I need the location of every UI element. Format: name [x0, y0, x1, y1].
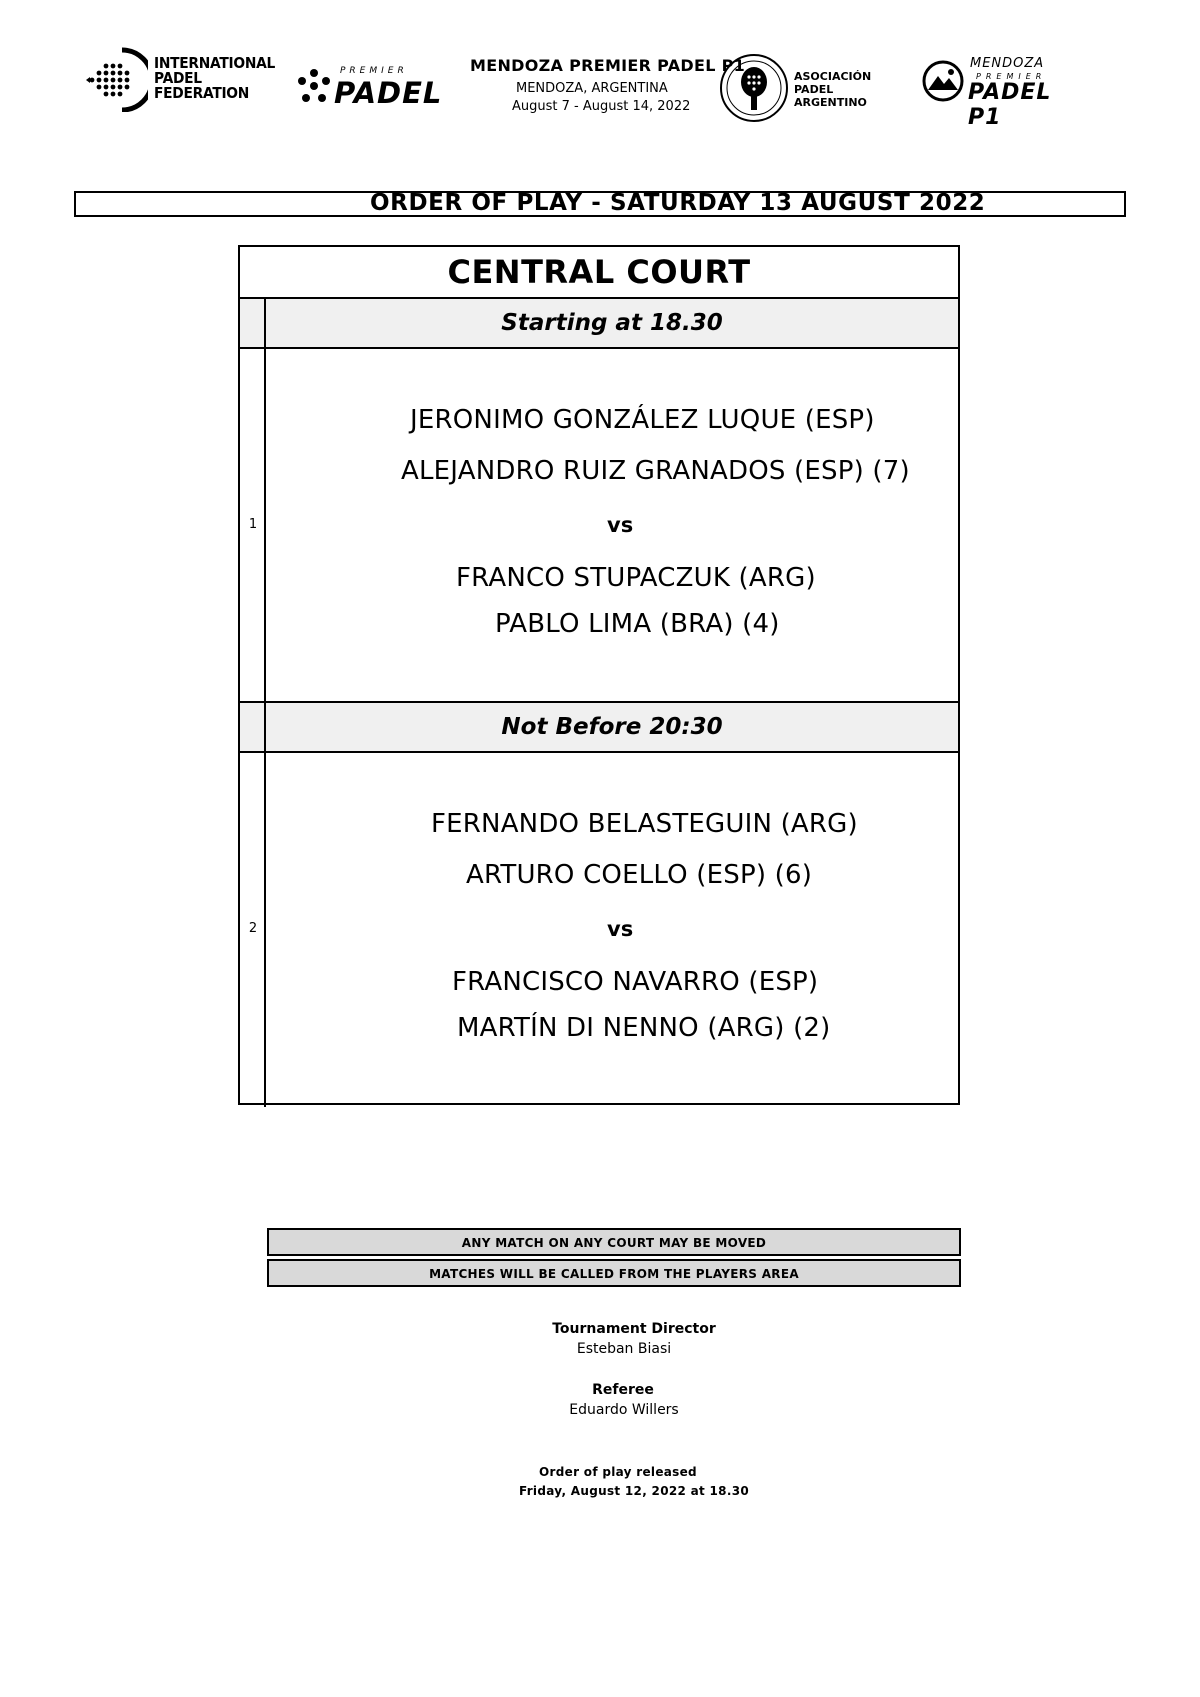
time-label: Starting at 18.30 [266, 299, 958, 347]
mendoza-logo-line2: PREMIER [976, 72, 1047, 81]
notice-bar: ANY MATCH ON ANY COURT MAY BE MOVED [267, 1228, 961, 1256]
time-row-number-cell [240, 299, 266, 347]
apa-wordmark: ASOCIACIÓN PADEL ARGENTINO [794, 70, 872, 109]
premier-padel-logo [296, 62, 456, 110]
tournament-location: MENDOZA, ARGENTINA [516, 81, 668, 96]
premier-padel-star-icon [296, 66, 332, 106]
order-of-play-banner [74, 191, 1126, 217]
ipf-wordmark: INTERNATIONAL PADEL FEDERATION [154, 54, 276, 102]
match-number: 2 [248, 921, 258, 936]
time-row [240, 299, 958, 349]
director-name: Esteban Biasi [576, 1341, 672, 1357]
match-number: 1 [248, 517, 258, 532]
court-schedule-table [238, 245, 960, 1105]
vs-label: vs [607, 917, 634, 941]
time-row [240, 703, 958, 753]
tournament-name: MENDOZA PREMIER PADEL P1 [470, 56, 746, 75]
time-row-number-cell [240, 703, 266, 751]
match-number-cell [240, 349, 266, 701]
apa-logo [718, 52, 888, 124]
referee-label: Referee [592, 1382, 654, 1398]
match-row [240, 753, 958, 1107]
time-label: Not Before 20:30 [266, 703, 958, 751]
ipf-logo [84, 46, 284, 112]
apa-seal-icon [718, 52, 790, 124]
player-name: JERONIMO GONZÁLEZ LUQUE (ESP) [410, 405, 875, 435]
vs-label: vs [607, 513, 634, 537]
player-name: PABLO LIMA (BRA) (4) [495, 609, 780, 639]
player-name: ARTURO COELLO (ESP) (6) [466, 860, 813, 890]
match-number-cell [240, 753, 266, 1107]
player-name: ALEJANDRO RUIZ GRANADOS (ESP) (7) [401, 456, 910, 486]
notice-bar: MATCHES WILL BE CALLED FROM THE PLAYERS AREA [267, 1259, 961, 1287]
premier-padel-big-text: PADEL [334, 76, 443, 110]
mendoza-logo-line3: PADEL P1 [968, 80, 1052, 130]
player-name: MARTÍN DI NENNO (ARG) (2) [457, 1013, 831, 1043]
match-row [240, 349, 958, 703]
ipf-ball-icon [84, 46, 148, 112]
mendoza-logo-line1: MENDOZA [970, 56, 1045, 71]
player-name: FRANCISCO NAVARRO (ESP) [452, 967, 819, 997]
mendoza-p1-logo [922, 54, 1092, 130]
player-name: FERNANDO BELASTEGUIN (ARG) [431, 809, 858, 839]
referee-name: Eduardo Willers [569, 1402, 679, 1418]
tournament-dates: August 7 - August 14, 2022 [512, 99, 691, 114]
order-of-play-title: ORDER OF PLAY - SATURDAY 13 AUGUST 2022 [370, 190, 986, 216]
release-label: Order of play released [539, 1465, 697, 1479]
director-label: Tournament Director [552, 1321, 716, 1337]
release-datetime: Friday, August 12, 2022 at 18.30 [518, 1484, 749, 1498]
premier-padel-small-text: PREMIER [340, 66, 408, 76]
mendoza-mountain-icon [922, 60, 964, 102]
court-name: CENTRAL COURT [240, 247, 958, 299]
player-name: FRANCO STUPACZUK (ARG) [456, 563, 816, 593]
